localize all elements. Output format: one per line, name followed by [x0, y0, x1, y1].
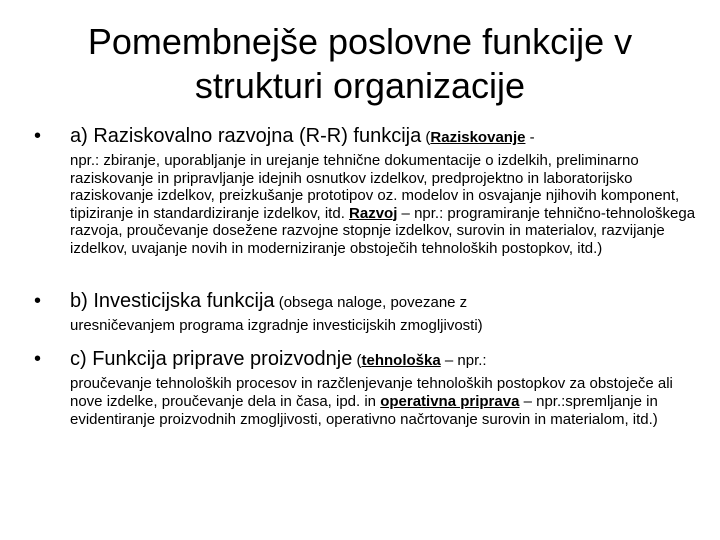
bullet-heading-text: a) Raziskovalno razvojna (R-R) funkcija [70, 125, 422, 147]
term-separator: - [525, 129, 535, 146]
bullet-dot-icon: • [34, 125, 42, 147]
bullet-item-investment [30, 289, 702, 335]
bullet-heading [70, 289, 702, 315]
bullet-dot-icon: • [34, 290, 42, 312]
paren-open: ( [421, 129, 431, 146]
bullet-heading-text: c) Funkcija priprave proizvodnje [70, 348, 353, 370]
bullet-heading-text: b) Investicijska funkcija [70, 290, 275, 312]
body-text-part2: – npr.: programiranje tehnično-tehnološkega razvoja, proučevanje dosežene razvojne stopnje izdelkov, surovin in materialov, razvijanje izdelkov, uvajanje novih in moderniziranje obstoječih tehnoloških postopkov, itd.) [70, 204, 696, 257]
bullet-dot-icon: • [34, 348, 42, 370]
term-raziskovanje: Raziskovanje [430, 129, 526, 146]
body-text-part1: proučevanje tehnoloških procesov in razčlenjevanje tehnoloških postopkov za obstoječe ali nove izdelke, proučevanje dela in časa, ipd. in [70, 375, 673, 410]
bullet-item-production-preparation [30, 347, 702, 429]
bullet-body: uresničevanjem programa izgradnje investicijskih zmogljivosti) [70, 317, 483, 334]
bullet-list [30, 124, 702, 429]
bullet-heading-tail: (obsega naloge, povezane z [274, 294, 468, 311]
slide-title: Pomembnejše poslovne funkcije v strukturi organizacije [87, 21, 633, 106]
term-tehnoloska: tehnološka [361, 352, 441, 369]
bullet-item-research-development [30, 124, 702, 257]
paren-open: ( [352, 352, 362, 369]
bullet-body [70, 152, 702, 257]
bullet-body [70, 375, 702, 429]
body-text-part1: npr.: zbiranje, uporabljanje in urejanje tehnične dokumentacije o izdelkih, preliminarno raziskovanje in pripravljanje idejnih osnutkov izdelkov, predprojektno in laboratorijsko raziskovanje izdelkov, preizkušanje prototipov oz. modelov in osvajanje njihovih komponent, tipiziranje in standardiziranje izdelkov, itd. [70, 152, 680, 222]
term-operativna-priprava: operativna priprava [380, 393, 520, 410]
term-separator: – npr.: [440, 352, 487, 369]
body-text-part2: – npr.:spremljanje in evidentiranje proizvodnih zmogljivosti, operativno načrtovanje surovin in materialom, itd.) [70, 393, 658, 428]
term-razvoj: Razvoj [349, 204, 398, 222]
bullet-heading [70, 347, 702, 373]
bullet-heading [70, 124, 702, 150]
